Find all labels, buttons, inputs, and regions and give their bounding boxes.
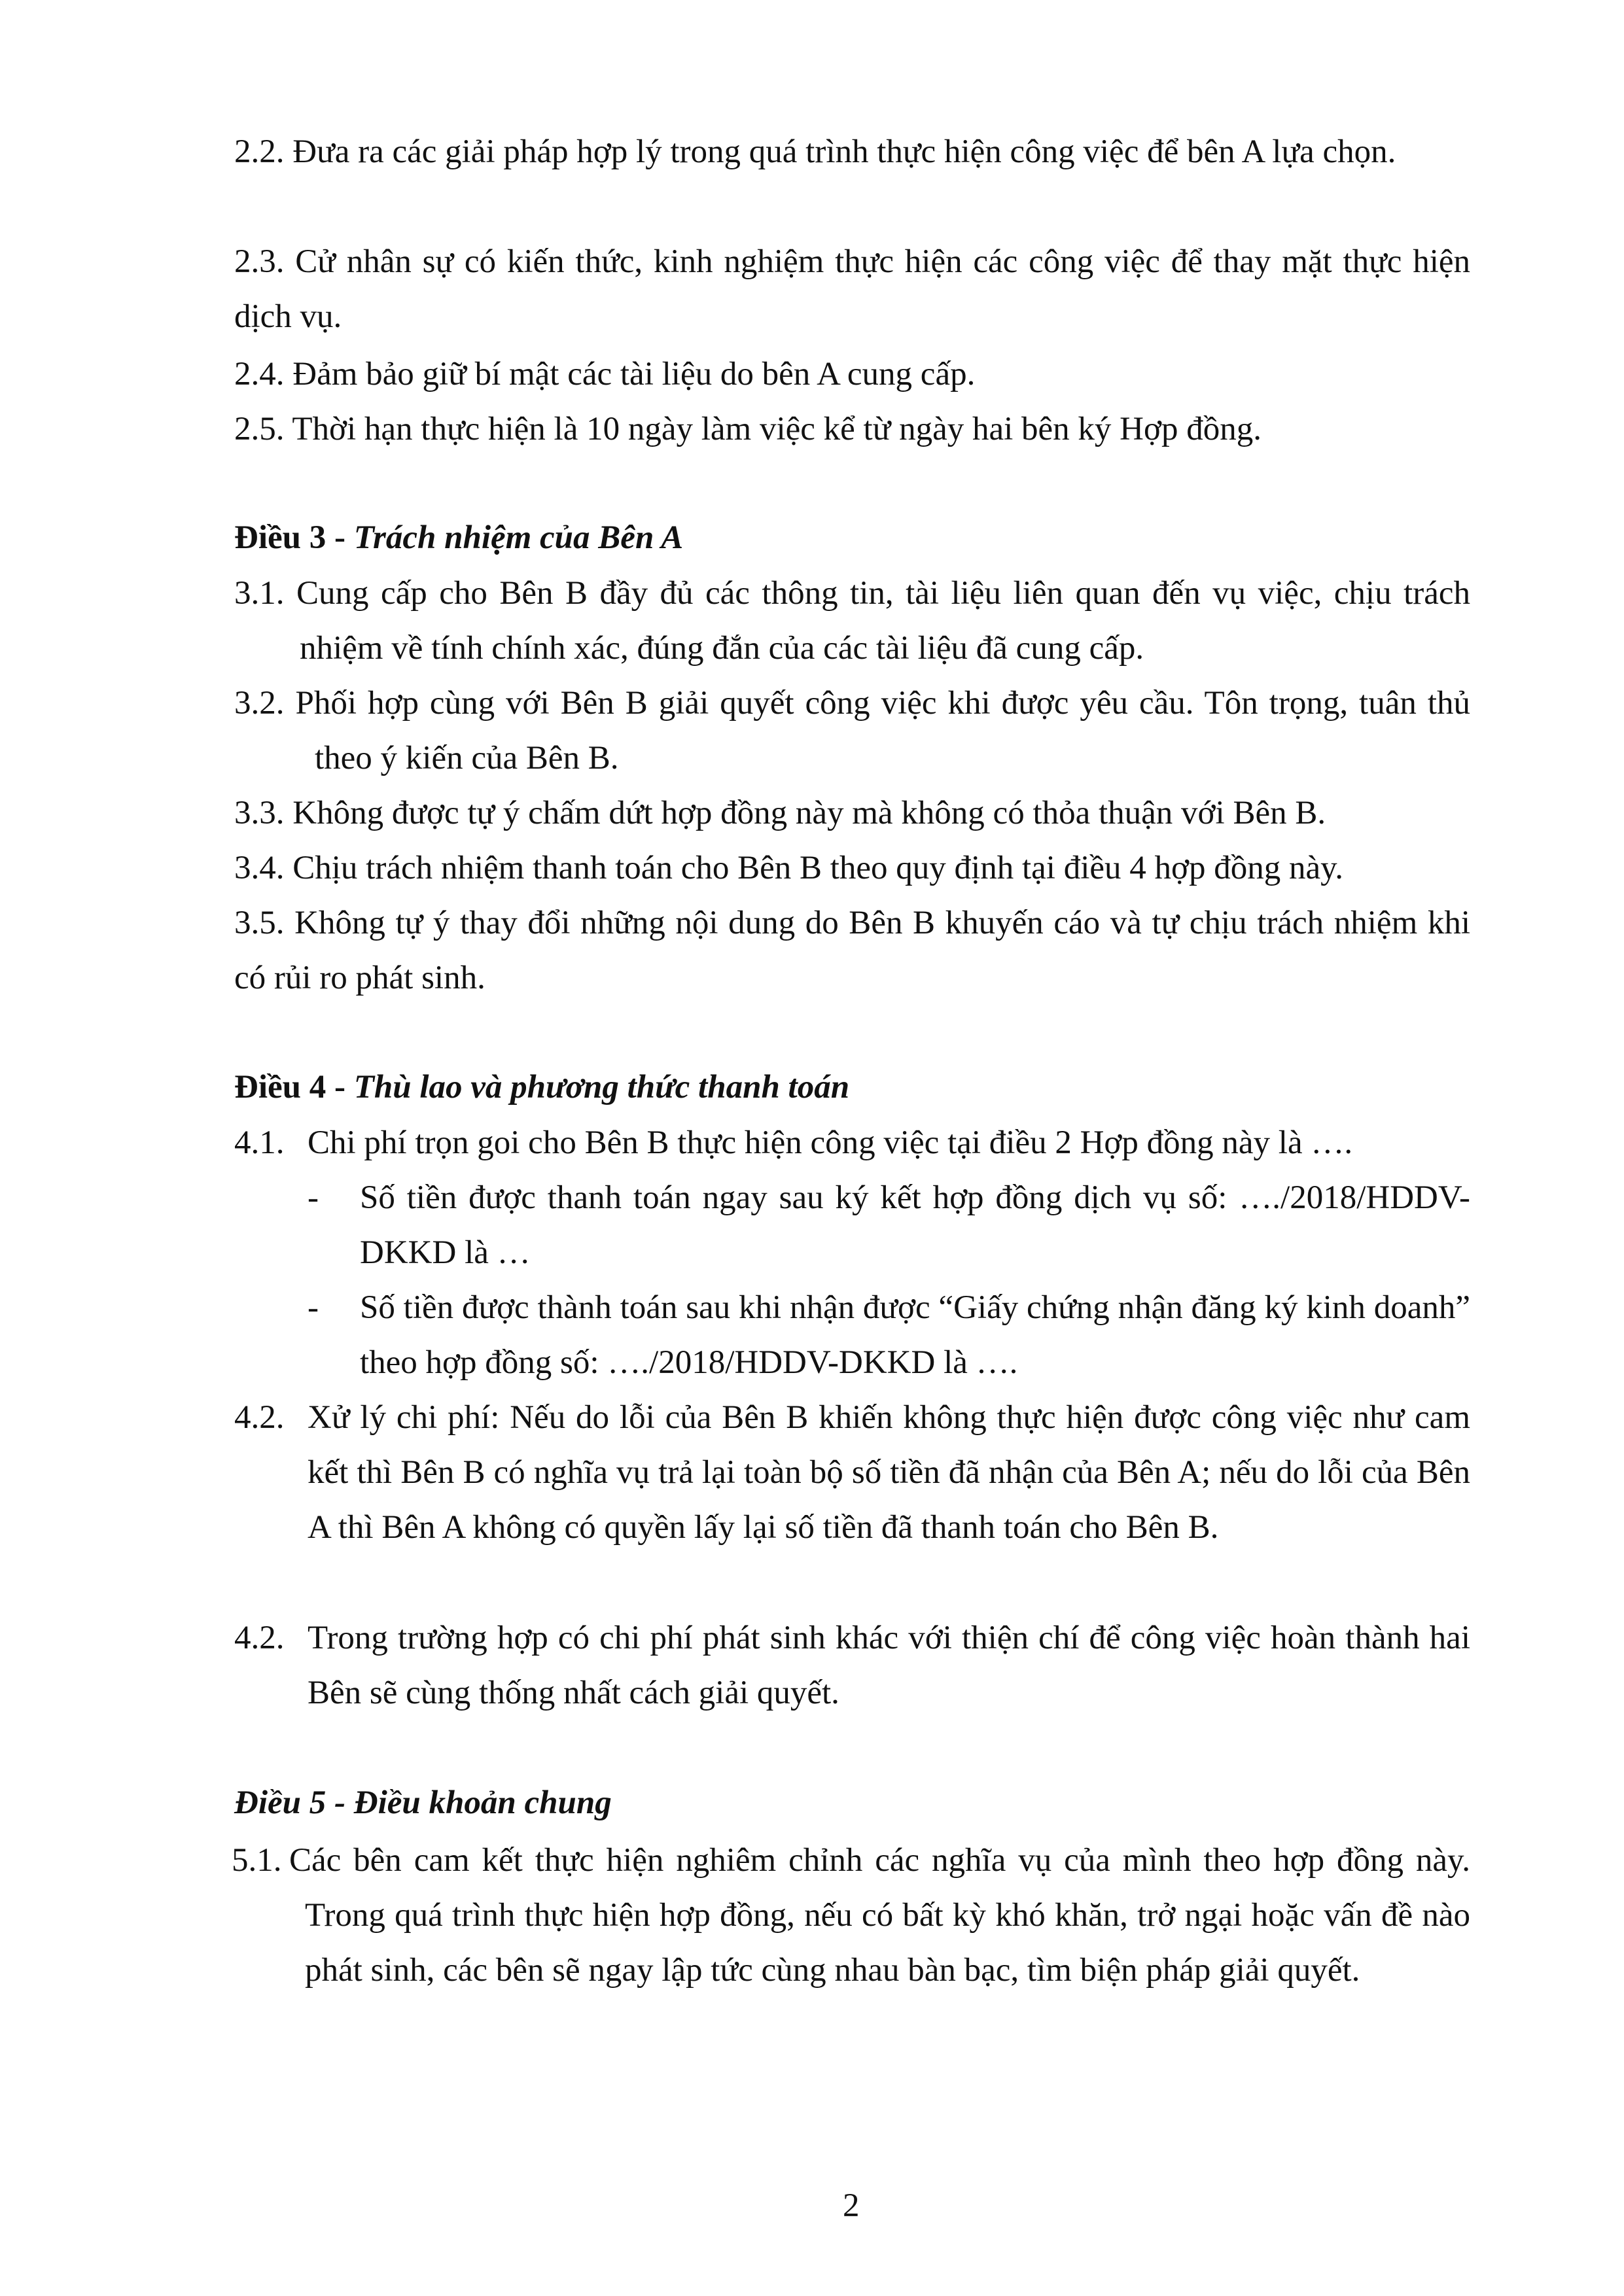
clause-4-1 [234, 1115, 1470, 1170]
clause-text: Chịu trách nhiệm thanh toán cho Bên B theo quy định tại điều 4 hợp đồng này. [292, 850, 1344, 886]
clause-5-1 [232, 1833, 1470, 1998]
clause-4-2b [234, 1610, 1470, 1720]
clause-2-4 [234, 347, 1470, 402]
article-5-heading [234, 1775, 1470, 1830]
article-label: Điều 5 - [234, 1784, 354, 1821]
clause-3-5 [234, 896, 1470, 1005]
clause-number: 5.1. [232, 1842, 282, 1879]
article-label: Điều 3 - [234, 519, 354, 556]
clause-text: Thời hạn thực hiện là 10 ngày làm việc kể từ ngày hai bên ký Hợp đồng. [292, 411, 1262, 447]
clause-text: Không tự ý thay đổi những nội dung do Bên B khuyến cáo và tự chịu trách nhiệm khi có rủi ro phát sinh. [234, 905, 1470, 996]
clause-number: 4.1. [234, 1124, 285, 1161]
clause-3-1 [234, 566, 1470, 676]
dash-marker: - [308, 1289, 319, 1326]
bullet-text: Số tiền được thành toán sau khi nhận được “Giấy chứng nhận đăng ký kinh doanh” theo hợp đồng số: …./2018/HDDV-DKKD là …. [360, 1289, 1470, 1381]
clause-4-2 [234, 1390, 1470, 1555]
clause-3-3 [234, 786, 1470, 841]
article-title: Thù lao và phương thức thanh toán [353, 1069, 850, 1105]
clause-text: Không được tự ý chấm dứt hợp đồng này mà không có thỏa thuận với Bên B. [292, 795, 1326, 831]
clause-number: 3.2. [234, 685, 285, 722]
clause-text: Đảm bảo giữ bí mật các tài liệu do bên A cung cấp. [292, 356, 976, 392]
clause-number: 4.2. [234, 1620, 285, 1656]
clause-2-3 [234, 234, 1470, 344]
clause-2-5 [234, 402, 1470, 457]
clause-text: Chi phí trọn goi cho Bên B thực hiện công việc tại điều 2 Hợp đồng này là …. [308, 1124, 1353, 1161]
bullet-text: Số tiền được thanh toán ngay sau ký kết hợp đồng dịch vụ số: …./2018/HDDV-DKKD là … [360, 1179, 1470, 1271]
clause-number: 3.4. [234, 850, 285, 886]
clause-text: Cử nhân sự có kiến thức, kinh nghiệm thực hiện các công việc để thay mặt thực hiện dịch vụ. [234, 243, 1470, 335]
clause-number: 2.5. [234, 411, 285, 447]
dash-marker: - [308, 1179, 319, 1216]
clause-number: 3.1. [234, 575, 285, 612]
clause-2-2 [234, 124, 1470, 179]
article-title: Điều khoản chung [353, 1784, 612, 1821]
clause-text: Trong trường hợp có chi phí phát sinh khác với thiện chí để công việc hoàn thành hai Bên sẽ cùng thống nhất cách giải quyết. [308, 1620, 1470, 1711]
article-label: Điều 4 - [234, 1069, 354, 1105]
clause-number: 2.3. [234, 243, 285, 280]
clause-3-2 [234, 676, 1470, 786]
clause-number: 2.2. [234, 133, 285, 170]
clause-text: Phối hợp cùng với Bên B giải quyết công việc khi được yêu cầu. Tôn trọng, tuân thủ theo ý kiến của Bên B. [295, 685, 1471, 776]
clause-number: 4.2. [234, 1399, 285, 1436]
article-4-heading [234, 1060, 1470, 1115]
article-title: Trách nhiệm của Bên A [353, 519, 684, 556]
clause-text: Đưa ra các giải pháp hợp lý trong quá trình thực hiện công việc để bên A lựa chọn. [292, 133, 1396, 170]
clause-text: Các bên cam kết thực hiện nghiêm chỉnh các nghĩa vụ của mình theo hợp đồng này. Trong quá trình thực hiện hợp đồng, nếu có bất kỳ khó khăn, trở ngại hoặc vấn đề nào phát sinh, các bên sẽ ngay lập tức cùng nhau bàn bạc, tìm biện pháp giải quyết. [289, 1842, 1470, 1989]
payment-bullet-2 [308, 1280, 1470, 1390]
payment-bullet-1 [308, 1170, 1470, 1280]
clause-3-4 [234, 841, 1470, 896]
clause-number: 2.4. [234, 356, 285, 392]
clause-number: 3.3. [234, 795, 285, 831]
page-number: 2 [843, 2187, 860, 2224]
article-3-heading [234, 510, 1470, 565]
clause-text: Xử lý chi phí: Nếu do lỗi của Bên B khiến không thực hiện được công việc như cam kết thì Bên B có nghĩa vụ trả lại toàn bộ số tiền đã nhận của Bên A; nếu do lỗi của Bên A thì Bên A không có quyền lấy lại số tiền đã thanh toán cho Bên B. [308, 1399, 1470, 1546]
clause-number: 3.5. [234, 905, 285, 941]
clause-text: Cung cấp cho Bên B đầy đủ các thông tin, tài liệu liên quan đến vụ việc, chịu trách nhiệm về tính chính xác, đúng đắn của các tài liệu đã cung cấp. [296, 575, 1470, 667]
